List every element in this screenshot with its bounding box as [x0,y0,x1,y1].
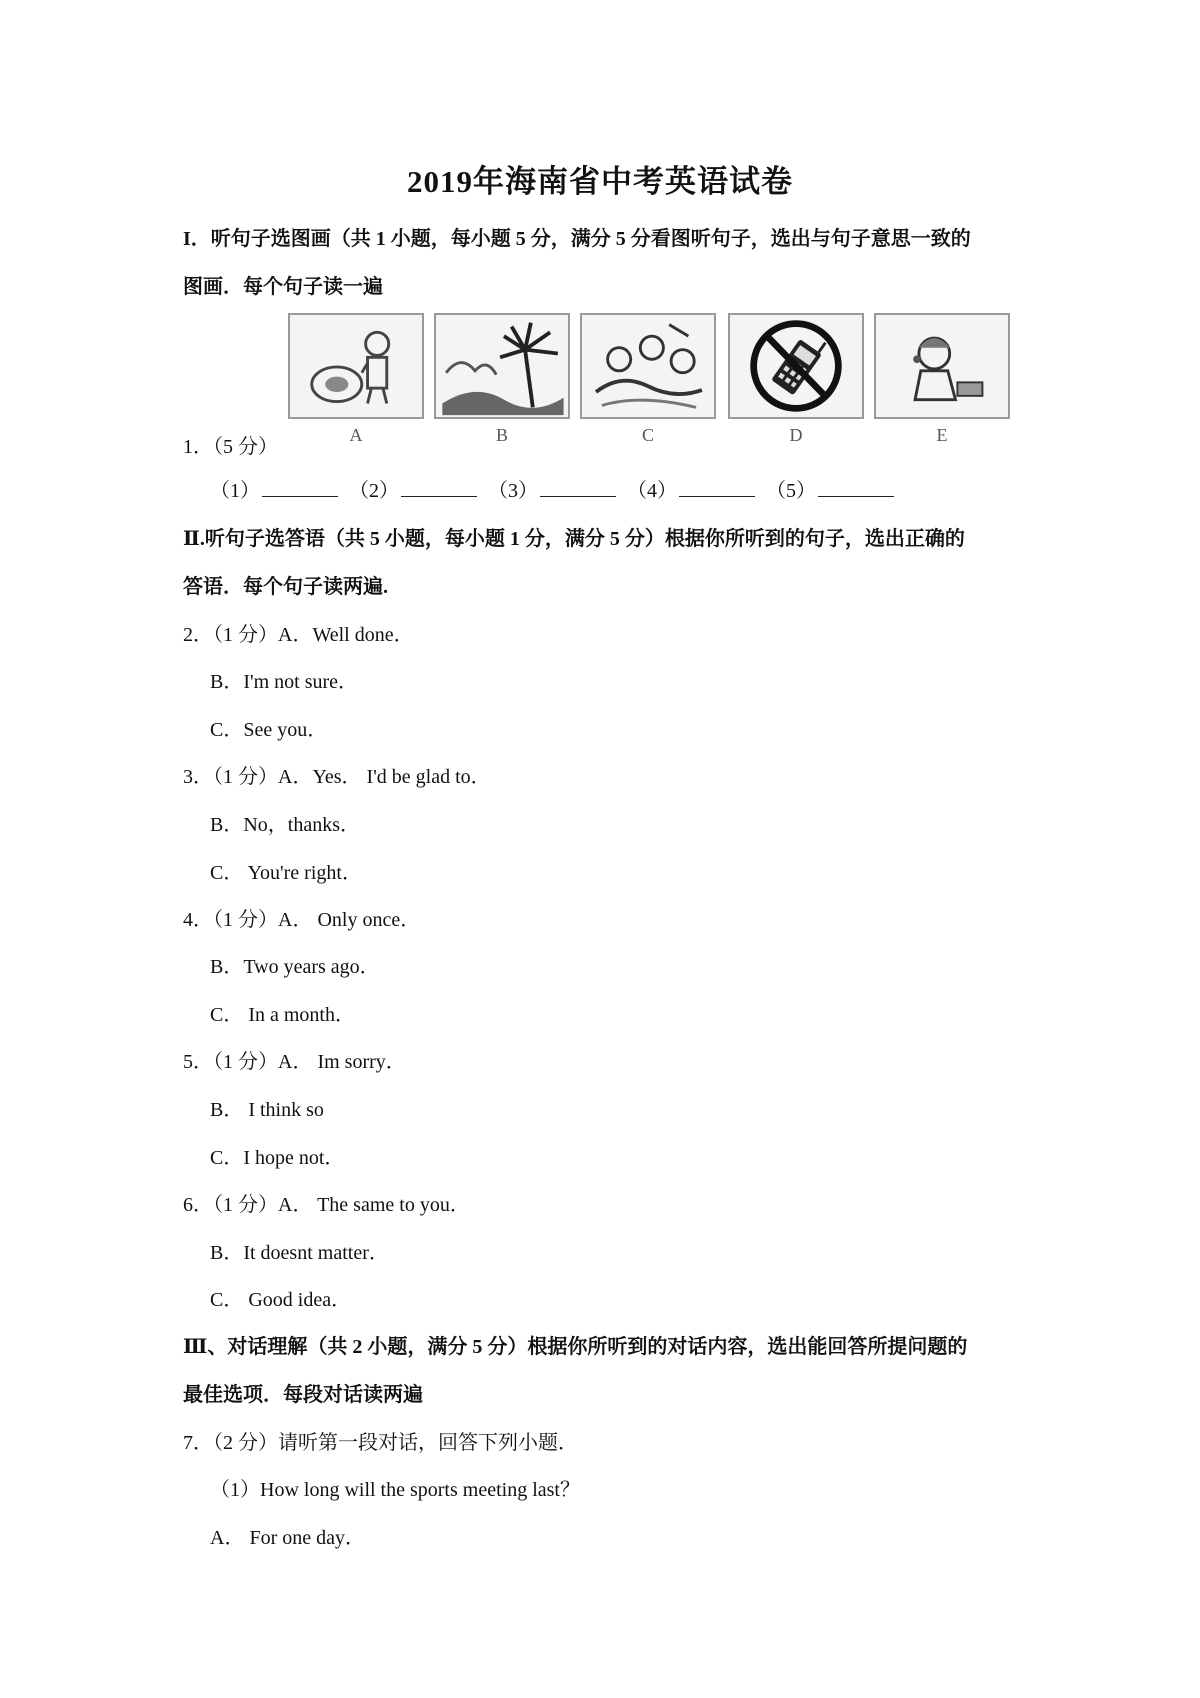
answer-blank-2[interactable] [401,478,477,497]
blank-label-2: （2） [349,480,399,502]
picture-label-e: E [936,425,948,445]
question-7-stem: 7．（2 分）请听第一段对话，回答下列小题． [183,1432,578,1454]
section2-instructions: 答语．每个句子读两遍. [183,576,388,598]
picture-options [288,313,1010,448]
answer-blank-5[interactable] [818,478,894,497]
question-7-sub1: （1）How long will the sports meeting last？ [210,1479,580,1501]
answer-blank-3[interactable] [540,478,616,497]
picture-label-d: D [789,425,803,445]
blank-label-5: （5） [766,480,816,502]
section2-heading: Ⅱ.听句子选答语（共 5 小题，每小题 1 分，满分 5 分）根据你所听到的句子，选出正确的 [183,528,965,550]
question-2-option-c: C．See you． [210,719,328,741]
picture-label-a: A [349,425,363,445]
picture-label-c: C [641,425,654,445]
question-1-blanks [210,474,900,503]
question-6-option-c: C． Good idea． [210,1289,352,1311]
picture-label-b: B [495,425,508,445]
question-4-stem: 4．（1 分）A． Only once． [183,909,421,931]
kids-playing-icon [580,313,716,419]
answer-blank-4[interactable] [679,478,755,497]
section3-instructions: 最佳选项．每段对话读两遍 [183,1384,423,1406]
section3-heading: Ⅲ、对话理解（共 2 小题，满分 5 分）根据你所听到的对话内容，选出能回答所提问题的 [183,1336,968,1358]
question-4-option-c: C． In a month． [210,1004,355,1026]
section1-instructions: 图画．每个句子读一遍 [183,276,383,298]
palm-tree-beach-icon [434,313,570,419]
question-5-option-b: B． I think so [210,1099,324,1121]
page-title: 2019年海南省中考英语试卷 [407,164,793,199]
answer-blank-1[interactable] [262,478,338,497]
blank-label-4: （4） [627,480,677,502]
girl-reading-icon [874,313,1010,419]
section1-heading: I．听句子选图画（共 1 小题，每小题 5 分，满分 5 分看图听句子，选出与句子意思一致的 [183,228,971,250]
robot-vacuum-icon [288,313,424,419]
question-3-option-c: C． You're right． [210,862,362,884]
question-3-option-b: B．No，thanks． [210,814,360,836]
question-3-stem: 3．（1 分）A．Yes． I'd be glad to． [183,766,491,788]
question-2-stem: 2．（1 分）A．Well done． [183,624,414,646]
question-5-stem: 5．（1 分）A． Im sorry． [183,1051,406,1073]
question-1-stem: 1．（5 分） [183,436,278,458]
question-6-stem: 6．（1 分）A． The same to you． [183,1194,470,1216]
question-6-option-b: B．It doesnt matter． [210,1242,389,1264]
blank-label-1: （1） [210,480,260,502]
question-7-sub1-option-a: A． For one day． [210,1527,365,1549]
blank-label-3: （3） [488,480,538,502]
question-2-option-b: B．I'm not sure． [210,671,359,693]
no-phone-icon [728,313,864,419]
question-5-option-c: C．I hope not． [210,1147,345,1169]
question-4-option-b: B．Two years ago． [210,956,380,978]
